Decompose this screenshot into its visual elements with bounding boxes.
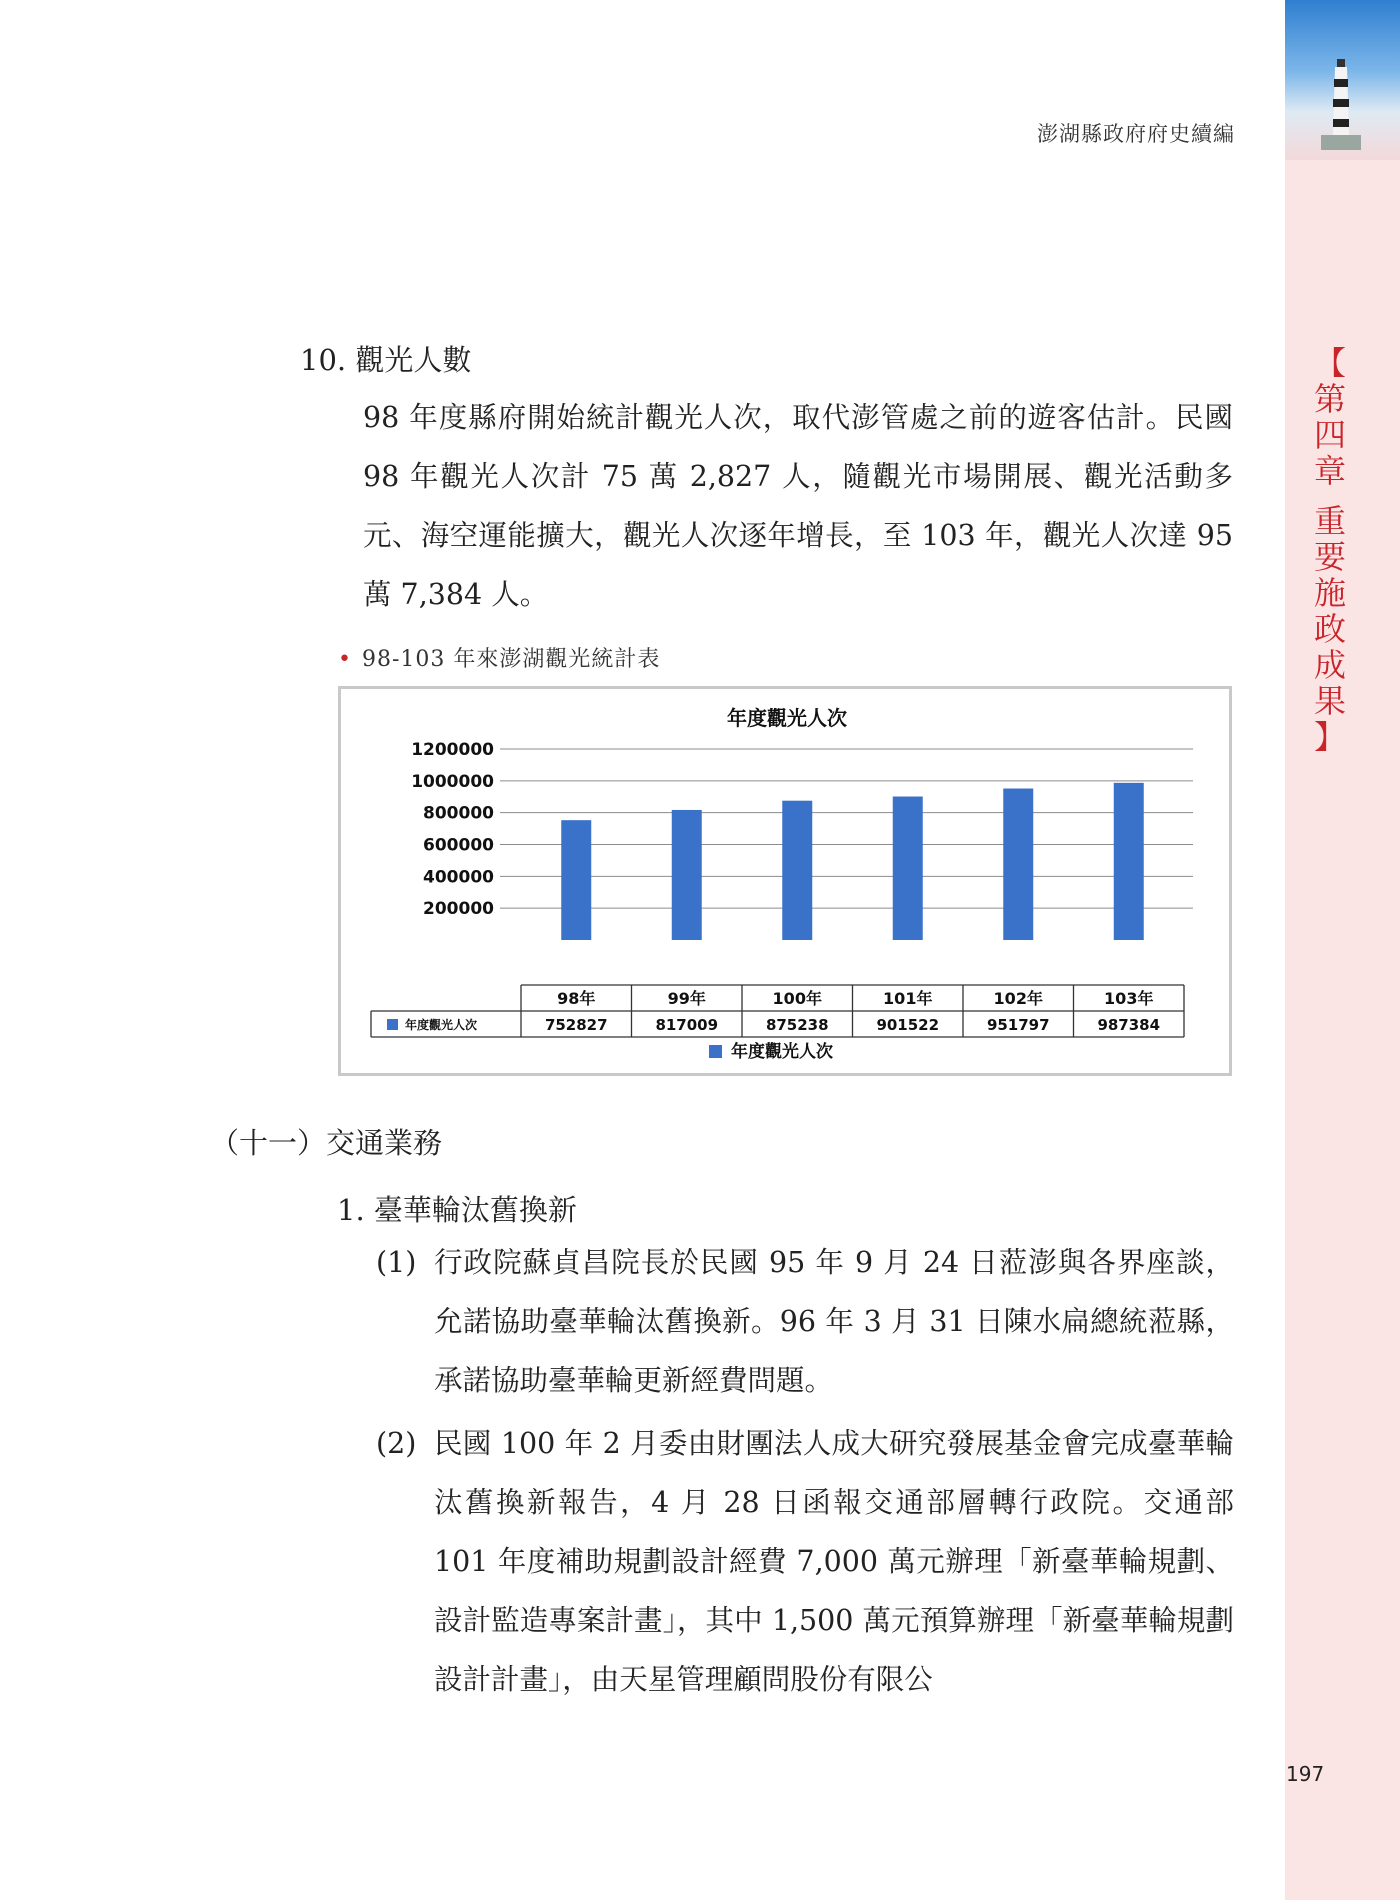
table-series-name: 年度觀光人次 [405, 1018, 478, 1032]
item-number: (1) [376, 1246, 417, 1279]
chapter-tab-char: 成 [1313, 646, 1346, 684]
bullet-icon: • [338, 647, 352, 672]
legend-swatch [709, 1045, 722, 1058]
section-11-title: （十一）交通業務 [210, 1126, 443, 1160]
data-label: 951797 [986, 1016, 1050, 1034]
y-tick-label: 200000 [423, 899, 494, 920]
chart-caption-text: 98-103 年來澎湖觀光統計表 [361, 647, 661, 672]
y-tick-label: 400000 [423, 867, 494, 888]
chapter-tab-char: 章 [1313, 452, 1346, 490]
bar [672, 810, 702, 940]
data-label: 901522 [876, 1016, 940, 1034]
data-label: 817009 [655, 1016, 719, 1034]
y-tick-label: 1000000 [411, 771, 494, 792]
chapter-tab-char: 施 [1313, 574, 1346, 612]
chapter-tab-char: 重 [1313, 502, 1346, 540]
chapter-tab-char: 果 [1313, 682, 1346, 720]
item-text: 行政院蘇貞昌院長於民國 95 年 9 月 24 日蒞澎與各界座談，允諾協助臺華輪汰舊換新。96 年 3 月 31 日陳水扁總統蒞縣，承諾協助臺華輪更新經費問題。 [434, 1246, 1234, 1397]
chapter-tab-char: 政 [1313, 610, 1346, 648]
bar [561, 820, 591, 940]
chapter-tab-char: 要 [1313, 538, 1346, 576]
lighthouse-icon [1321, 55, 1361, 150]
list-item [376, 1233, 1234, 1410]
section-10-paragraph: 98 年度縣府開始統計觀光人次，取代澎管處之前的遊客估計。民國 98 年觀光人次計 75 萬 2,827 人，隨觀光市場開展、觀光活動多元、海空運能擴大，觀光人次逐年增長，至 103 年，觀光人次達 95 萬 7,384 人。 [363, 401, 1233, 611]
category-label: 98年 [557, 989, 596, 1008]
item-number: (2) [376, 1427, 417, 1460]
chapter-tab-char: 【 [1313, 344, 1346, 382]
chapter-tab-char: 四 [1313, 416, 1346, 454]
data-label: 752827 [544, 1016, 608, 1034]
category-label: 100年 [772, 989, 822, 1008]
list-item [376, 1414, 1234, 1709]
category-label: 102年 [993, 989, 1043, 1008]
page-number: 197 [1286, 1762, 1325, 1786]
bar-chart [341, 689, 1229, 1073]
lighthouse-photo [1285, 0, 1400, 160]
chart-frame [338, 686, 1232, 1076]
side-band [1285, 0, 1400, 1900]
table-legend-swatch [387, 1019, 398, 1030]
chapter-tab-char: 】 [1313, 718, 1346, 756]
category-label: 103年 [1104, 989, 1154, 1008]
data-label: 987384 [1097, 1016, 1161, 1034]
chart-caption [338, 642, 660, 673]
bar [893, 797, 923, 940]
section-10-title: 10. 觀光人數 [300, 343, 472, 377]
chapter-tab-char: 第 [1313, 380, 1346, 418]
section-11-sub1-title: 1. 臺華輪汰舊換新 [337, 1193, 577, 1227]
category-label: 101年 [883, 989, 933, 1008]
y-tick-label: 600000 [423, 835, 494, 856]
bar [1003, 789, 1033, 940]
bar [1114, 783, 1144, 940]
category-label: 99年 [667, 989, 706, 1008]
chart-title: 年度觀光人次 [727, 706, 847, 730]
legend-label: 年度觀光人次 [731, 1042, 833, 1062]
data-label: 875238 [765, 1016, 829, 1034]
bar [782, 801, 812, 940]
item-text: 民國 100 年 2 月委由財團法人成大研究發展基金會完成臺華輪汰舊換新報告，4 月 28 日函報交通部層轉行政院。交通部 101 年度補助規劃設計經費 7,000 萬元辦理「新臺華輪規劃、設計監造專案計畫」，其中 1,500 萬元預算辦理「新臺華輪規劃設計計畫」，由天星管理顧問股份有限公 [434, 1427, 1234, 1696]
chapter-tab-char [1305, 489, 1355, 503]
running-head: 澎湖縣政府府史續編 [1037, 122, 1235, 146]
y-tick-label: 1200000 [411, 740, 494, 760]
y-tick-label: 800000 [423, 803, 494, 824]
chapter-tab [1305, 345, 1355, 755]
